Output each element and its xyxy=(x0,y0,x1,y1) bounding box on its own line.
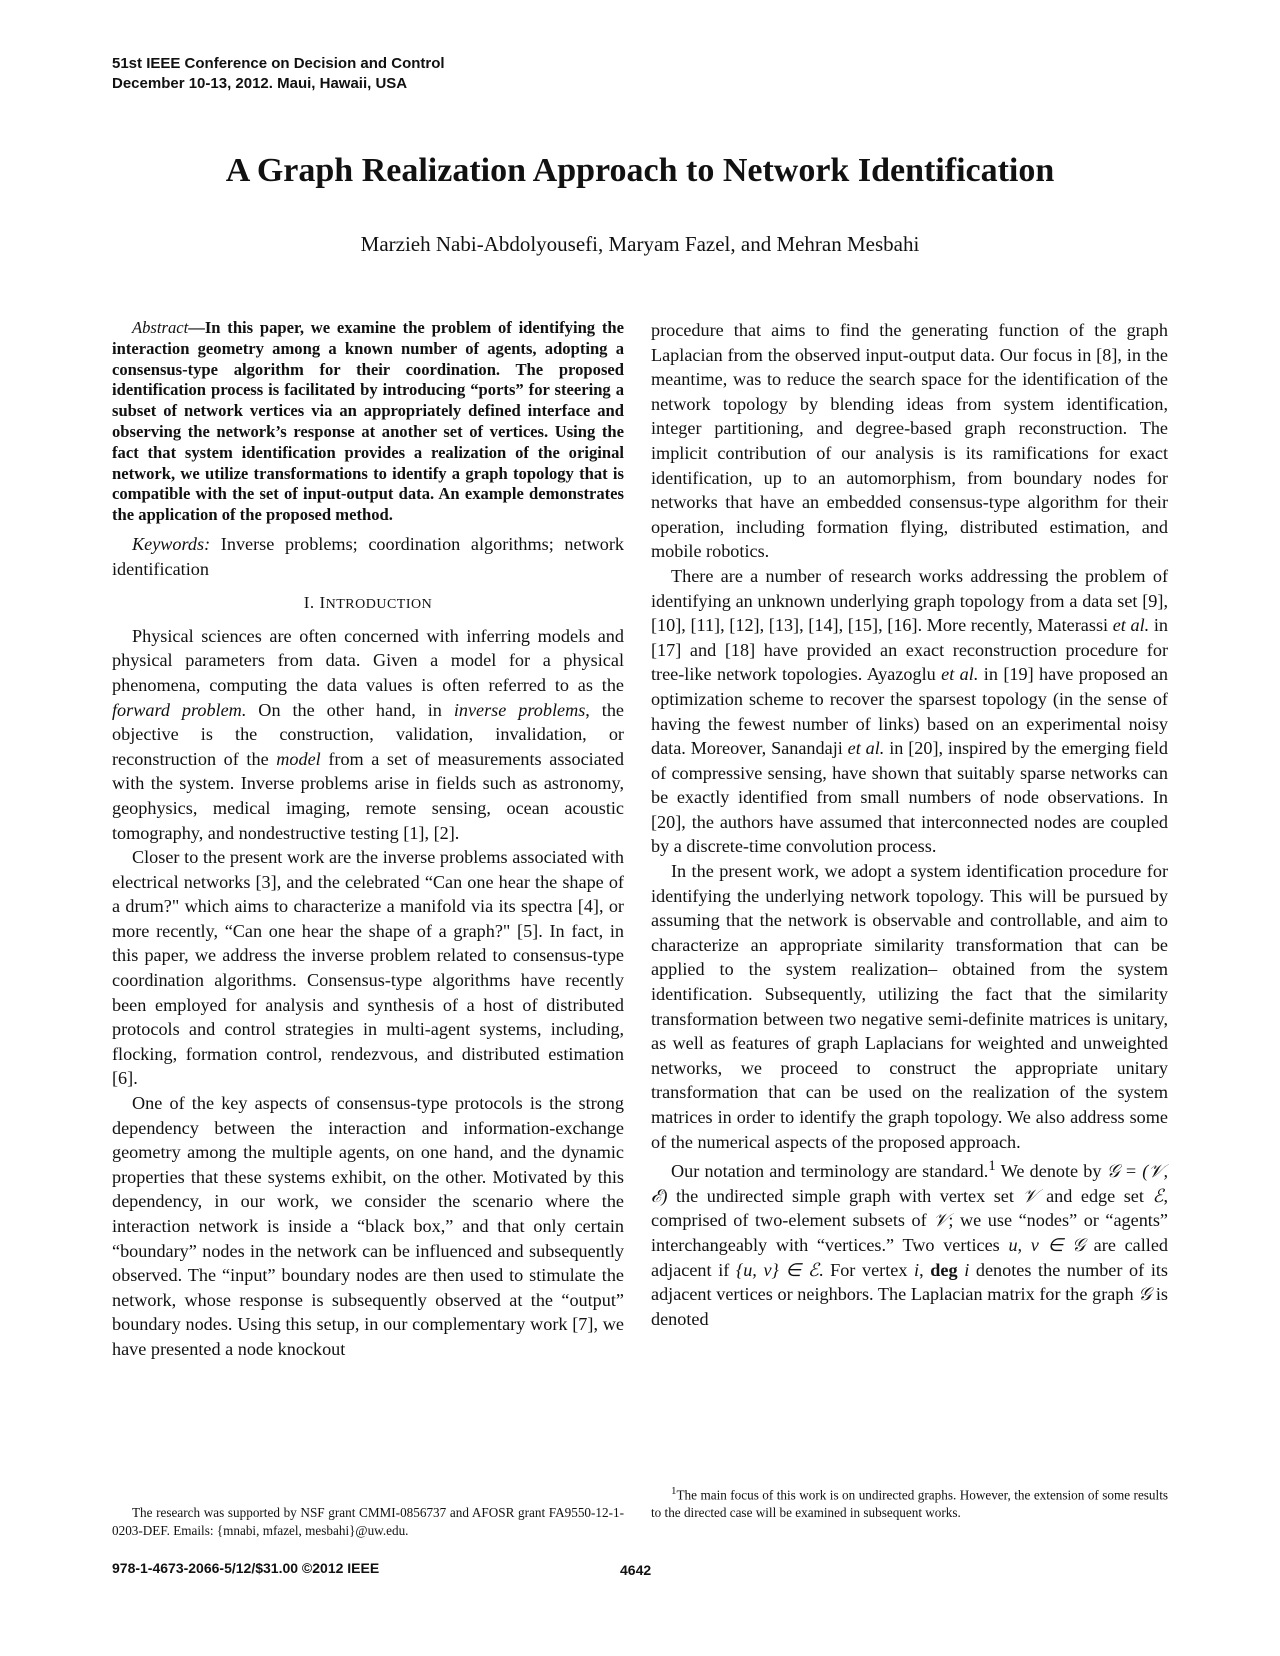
paragraph: There are a number of research works addressing the problem of identifying an unknown underlying graph topology from a data set [9], [10], [11], [12], [13], [14], [15], [16]. More recently, Materassi et al. in [17] and [18] have provided an exact reconstruction procedure for tree-like network topologies. Ayazoglu et al. in [19] have proposed an optimization scheme to recover the sparsest topology (in the sense of having the fewest number of links) based on an experimental noisy data. Moreover, Sanandaji et al. in [20], inspired by the emerging field of compressive sensing, have shown that suitably sparse networks can be exactly identified from small numbers of node observations. In [20], the authors have assumed that interconnected nodes are coupled by a discrete-time convolution process. xyxy=(651,565,1168,857)
conference-date-location: December 10-13, 2012. Maui, Hawaii, USA xyxy=(112,75,408,92)
paragraph: procedure that aims to find the generating function of the graph Laplacian from the observed input-output data. Our focus in [8], in the meantime, was to reduce the search space for the identification of the network topology by blending ideas from system identification, integer partitioning, and degree-based graph reconstruction. The implicit contribution of our analysis is its ramifications for exact identification, up to an automorphism, from boundary nodes for networks that have an embedded consensus-type algorithm for their operation, including formation flying, distributed estimation, and mobile robotics. xyxy=(651,320,1168,562)
footnote-marker: 1 xyxy=(988,1157,996,1175)
isbn-copyright: 978-1-4673-2066-5/12/$31.00 ©2012 IEEE xyxy=(112,1560,380,1576)
paragraph: Our notation and terminology are standard.$^1$ We denote by 𝒢 = (𝒱, ℰ) the undirected simple graph with vertex set 𝒱 and edge set ℰ, comprised of two-element subsets of 𝒱; we use “nodes” or “agents” interchangeably with “vertices.” Two vertices u, v ∈ 𝒢 are called adjacent if {u, v} ∈ ℰ. For vertex i, deg i denotes the number of its adjacent vertices or neighbors. The Laplacian matrix for the graph 𝒢 is denoted xyxy=(651,1157,1169,1329)
paper-title: A Graph Realization Approach to Network Identification xyxy=(225,152,1055,189)
paragraph: Physical sciences are often concerned with inferring models and physical parameters from data. Given a model for a physical phenomena, computing the data values is often referred to as the forward problem. On the other hand, in inverse problems, the objective is the construction, validation, invalidation, or reconstruction of the model from a set of measurements associated with the system. Inverse problems arise in fields such as astronomy, geophysics, medical imaging, remote sensing, ocean acoustic tomography, and nondestructive testing [1], [2]. xyxy=(112,625,624,843)
footnote-1: $^1$The main focus of this work is on undirected graphs. However, the extension of some results to the directed case will be examined in subsequent works. xyxy=(651,1485,1168,1520)
keywords-text: Inverse problems; coordination algorithms; network identification xyxy=(112,533,625,579)
footnote-funding: The research was supported by NSF grant CMMI-0856737 and AFOSR grant FA9550-12-1-0203-DEF. Emails: {mnabi, mfazel, mesbahi}@uw.edu. xyxy=(112,1505,624,1538)
footnote-marker: 1 xyxy=(671,1485,677,1497)
conference-name: 51st IEEE Conference on Decision and Control xyxy=(112,55,445,72)
conference-header xyxy=(112,54,445,94)
page-number: 4642 xyxy=(620,1562,652,1578)
keywords xyxy=(112,532,624,581)
left-column xyxy=(112,318,624,1362)
paragraph: In the present work, we adopt a system identification procedure for identifying the underlying network topology. This will be pursued by assuming that the network is observable and controllable, and aim to characterize an appropriate similarity transformation that can be applied to the system realization– obtained from the system identification. Subsequently, utilizing the fact that the similarity transformation between two negative semi-definite matrices is unitary, as well as features of graph Laplacians for weighted and unweighted networks, we proceed to construct the appropriate unitary transformation that can be used on the realization of the system matrices in order to identify the graph topology. We also address some of the numerical aspects of the proposed approach. xyxy=(651,861,1168,1152)
paragraph: Closer to the present work are the inverse problems associated with electrical networks [3], and the celebrated “Can one hear the shape of a drum?" which aims to characterize a manifold via its spectra [4], or more recently, “Can one hear the shape of a graph?" [5]. In fact, in this paper, we address the inverse problem related to consensus-type coordination algorithms. Consensus-type algorithms have recently been employed for analysis and synthesis of a host of distributed protocols and control strategies in multi-agent systems, including, flocking, formation control, rendezvous, and distributed estimation [6]. xyxy=(112,847,624,1089)
abstract-label: Abstract xyxy=(132,318,189,337)
keywords-label: Keywords: xyxy=(132,533,211,554)
abstract xyxy=(112,318,624,526)
paragraph: One of the key aspects of consensus-type protocols is the strong dependency between the interaction and information-exchange geometry among the multiple agents, on one hand, and the dynamic properties that these systems exhibit, on the other. Motivated by this dependency, in our work, we consider the scenario where the interaction network is inside a “black box,” and that only certain “boundary” nodes in the network can be influenced and subsequently observed. The “input” boundary nodes are then used to stimulate the network, whose response is subsequently observed at the “output” boundary nodes. Using this setup, in our complementary work [7], we have presented a node knockout xyxy=(112,1093,624,1359)
author-list: Marzieh Nabi-Abdolyousefi, Maryam Fazel, and Mehran Mesbahi xyxy=(360,232,920,256)
right-column xyxy=(651,318,1168,1331)
abstract-text: In this paper, we examine the problem of identifying the interaction geometry among a known number of agents, adopting a consensus-type algorithm for their coordination. The proposed identification process is facilitated by introducing “ports” for steering a subset of network vertices via an appropriately defined interface and observing the network’s response at another set of vertices. Using the fact that system identification provides a realization of the original network, we utilize transformations to identify a graph topology that is compatible with the set of input-output data. An example demonstrates the application of the proposed method. xyxy=(112,318,624,525)
section-heading-introduction: I. INTRODUCTION xyxy=(303,593,433,613)
abstract-dash: — xyxy=(188,318,205,337)
